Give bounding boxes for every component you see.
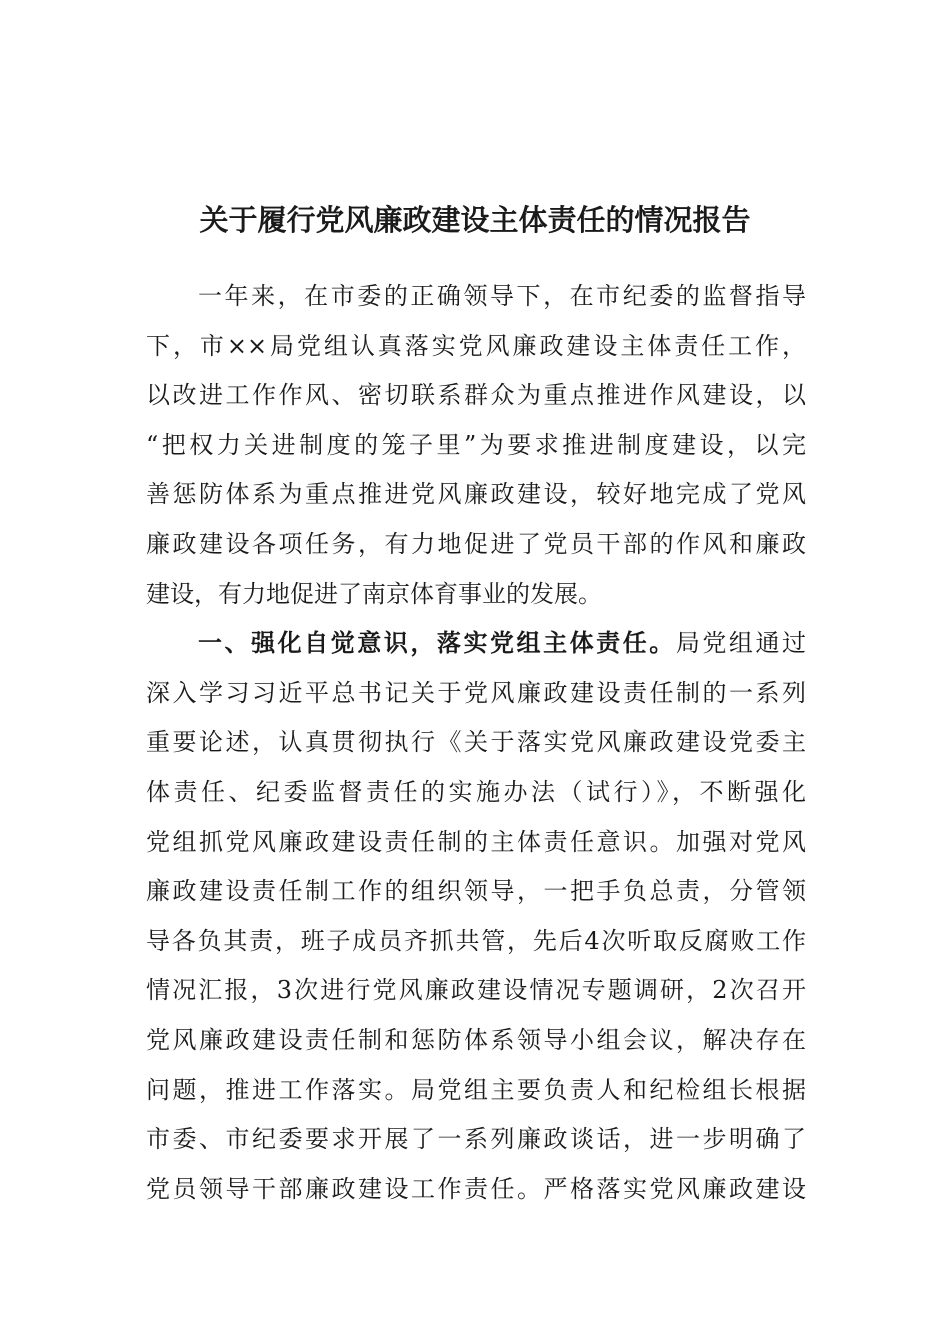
text-line: 以改进工作作风、密切联系群众为重点推进作风建设，以 (146, 381, 806, 410)
document-body (146, 272, 806, 1214)
text-line: 党风廉政建设责任制和惩防体系领导小组会议，解决存在 (146, 1025, 806, 1054)
text-line: “把权力关进制度的笼子里”为要求推进制度建设，以完 (146, 430, 806, 459)
text-line: 体责任、纪委监督责任的实施办法（试行）》，不断强化 (146, 777, 806, 806)
text-line: 导各负其责，班子成员齐抓共管，先后4次听取反腐败工作 (146, 926, 806, 955)
intro-paragraph (146, 272, 806, 619)
text-line: 市委、市纪委要求开展了一系列廉政谈话，进一步明确了 (146, 1125, 806, 1154)
text-line: 善惩防体系为重点推进党风廉政建设，较好地完成了党风 (146, 480, 806, 509)
text-line (146, 619, 806, 669)
section-1-paragraph (146, 619, 806, 1214)
text-line: 问题，推进工作落实。局党组主要负责人和纪检组长根据 (146, 1075, 806, 1104)
document-title: 关于履行党风廉政建设主体责任的情况报告 (199, 203, 751, 237)
text-line: 重要论述，认真贯彻执行《关于落实党风廉政建设党委主 (146, 728, 806, 757)
text-line: 一年来，在市委的正确领导下，在市纪委的监督指导 (198, 282, 806, 310)
text-line: 党组抓党风廉政建设责任制的主体责任意识。加强对党风 (146, 827, 806, 856)
text-line: 廉政建设各项任务，有力地促进了党员干部的作风和廉政 (146, 529, 806, 558)
text-line: 党员领导干部廉政建设工作责任。严格落实党风廉政建设 (146, 1174, 806, 1203)
text-line: 情况汇报，3次进行党风廉政建设情况专题调研，2次召开 (146, 976, 806, 1005)
section-1-heading: 一、强化自觉意识，落实党组主体责任。 (198, 629, 676, 658)
text-line: 建设，有力地促进了南京体育事业的发展。 (146, 579, 602, 608)
text-line: 深入学习习近平总书记关于党风廉政建设责任制的一系列 (146, 678, 806, 707)
section-1-first-line-rest: 局党组通过 (675, 629, 806, 658)
text-line: 下，市××局党组认真落实党风廉政建设主体责任工作， (146, 331, 806, 360)
text-line: 廉政建设责任制工作的组织领导，一把手负总责，分管领 (146, 877, 806, 906)
